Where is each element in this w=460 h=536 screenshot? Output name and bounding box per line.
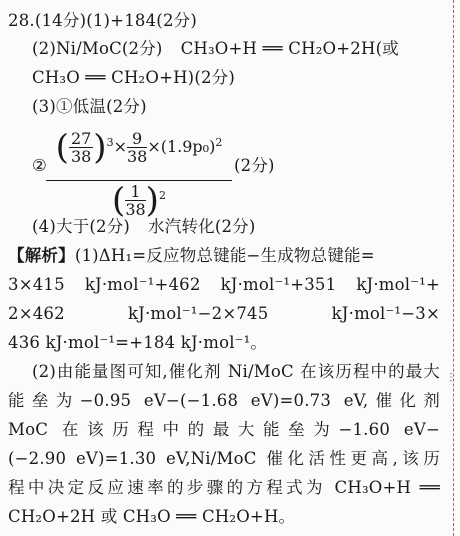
answer-4-line [32, 216, 256, 238]
analysis-line-6: 能垒为−0.95 eV−(−1.68 eV)=0.73 eV,催化剂 [8, 391, 440, 410]
answer-2-alt-equation: CH₃O ══ CH₂O+H)(2分) [32, 68, 235, 87]
kp-expression [46, 127, 232, 221]
answer-2-equation: CH₃O+H ══ CH₂O+2H(或 [180, 39, 399, 58]
binding-dashed-edge [453, 0, 454, 536]
answer-3-2-marker: ② [32, 156, 47, 175]
exp-2b: 2 [158, 189, 166, 202]
frac-1-num: 1 [125, 183, 145, 201]
kp-numerator: ( $\frac{27}{38}$ )$^3$× $\frac{9}{38}$ $\times(1.9p_0)^2$ [55, 127, 223, 168]
exp-3: 3 [106, 136, 114, 149]
kp-denominator: ( $\frac{1}{38}$ )$^2$ [112, 180, 166, 221]
analysis-line-9: 程中决定反应速率的步骤的方程式为 CH₃O+H ══ [8, 478, 440, 497]
analysis-line-2: 3×415 kJ·mol⁻¹+462 kJ·mol⁻¹+351 kJ·mol⁻¹+ [8, 275, 440, 294]
analysis-line-4: 436 kJ·mol⁻¹=+184 kJ·mol⁻¹。 [8, 333, 268, 352]
pressure-term: ×(1.9p₀) [147, 137, 216, 156]
analysis-line-3: 2×462 kJ·mol⁻¹−2×745 kJ·mol⁻¹−3× [8, 304, 440, 323]
frac-9-den: 38 [126, 147, 148, 166]
frac-27-den: 38 [70, 147, 92, 166]
answer-3-2-score: (2分) [234, 156, 275, 175]
main-fraction-bar [46, 180, 232, 181]
frac-9-num: 9 [127, 130, 147, 148]
analysis-line-10: CH₂O+2H 或 CH₃O ══ CH₂O+H。 [8, 507, 296, 526]
answer-2-catalyst: (2)Ni/MoC(2分) [32, 39, 163, 58]
edge-dot-mark: ⋮ [446, 372, 456, 383]
answer-2-line [32, 38, 399, 60]
exp-2: 2 [215, 136, 223, 149]
frac-27-num: 27 [70, 129, 92, 148]
analysis-line-1 [8, 245, 375, 267]
answer-3-1: (3)①低温(2分) [32, 97, 147, 116]
answer-4-reaction: 水汽转化(2分) [148, 217, 256, 236]
analysis-delta-h: (1)ΔH₁=反应物总键能−生成物总键能= [74, 246, 375, 265]
answer-4-compare: (4)大于(2分) [32, 217, 131, 236]
analysis-line-5: (2)由能量图可知,催化剂 Ni/MoC 在该历程中的最大 [32, 362, 440, 381]
analysis-tag: 【解析】 [8, 246, 75, 265]
frac-1-den: 38 [125, 200, 146, 219]
analysis-line-8: (−2.90 eV)=1.30 eV,Ni/MoC 催化活性更高,该历 [8, 449, 440, 468]
q28-heading: 28.(14分)(1)+184(2分) [8, 11, 197, 30]
analysis-line-7: MoC 在该历程中的最大能垒为−1.60 eV− [8, 420, 440, 439]
